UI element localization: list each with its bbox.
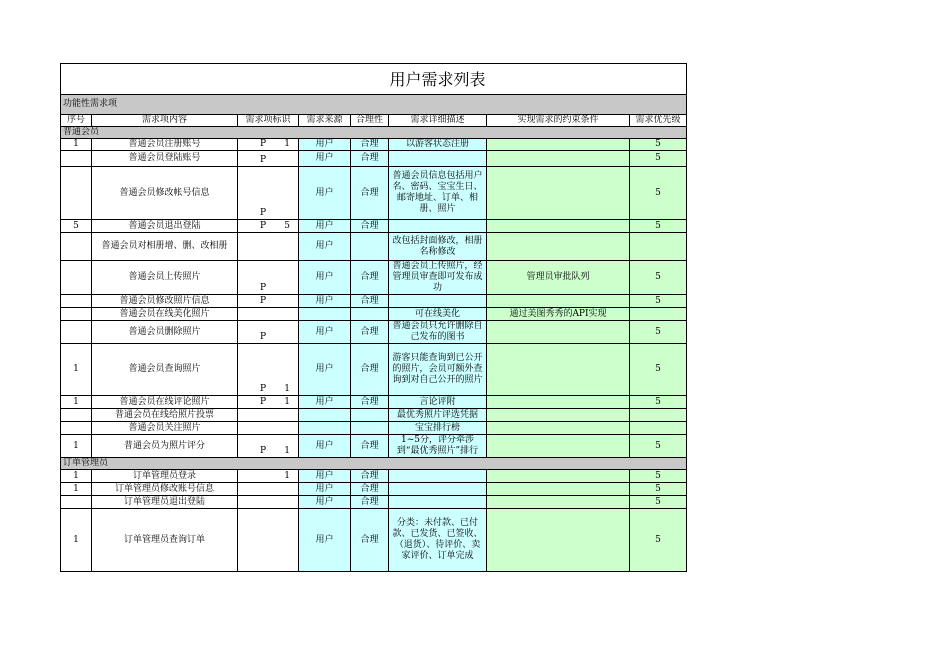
row-priority: 5 (630, 321, 687, 344)
row-reason (351, 409, 389, 422)
row-constraint (487, 295, 630, 308)
row-content: 普通会员在线给照片投票 (92, 409, 238, 422)
row-id-letter: P (260, 139, 267, 149)
row-content: 普通会员退出登陆 (92, 220, 238, 233)
row-reason: 合理 (351, 220, 389, 233)
row-source: 用户 (299, 344, 351, 396)
row-content: 订单管理员退出登陆 (92, 496, 238, 509)
row-id (238, 422, 299, 435)
row-desc: 最优秀照片评选凭据 (389, 409, 487, 422)
row-priority: 5 (630, 167, 687, 220)
row-number (61, 233, 92, 261)
table-row (61, 220, 687, 233)
row-desc: 游客只能查询到已公开的照片，会员可额外查询到对自己公开的照片 (389, 344, 487, 396)
row-id (238, 409, 299, 422)
requirements-table (60, 63, 687, 572)
col-header-id: 需求项标识 (238, 115, 299, 127)
row-reason: 合理 (351, 167, 389, 220)
row-content: 普通会员查询照片 (92, 344, 238, 396)
row-content: 普通会员注册账号 (92, 139, 238, 151)
row-id-letter: P (260, 208, 267, 218)
row-desc (389, 220, 487, 233)
row-id (238, 344, 299, 396)
row-content: 订单管理员查询订单 (92, 509, 238, 572)
row-reason: 合理 (351, 321, 389, 344)
table-title: 用户需求列表 (61, 64, 687, 95)
row-number: 1 (61, 396, 92, 409)
row-desc (389, 470, 487, 483)
row-desc: 可在线美化 (389, 308, 487, 321)
row-priority (630, 422, 687, 435)
row-source (299, 409, 351, 422)
row-source: 用户 (299, 139, 351, 151)
group-header-row (61, 127, 687, 139)
row-constraint (487, 396, 630, 409)
row-priority: 5 (630, 396, 687, 409)
row-id (238, 435, 299, 458)
table-row (61, 321, 687, 344)
row-id (238, 233, 299, 261)
row-source: 用户 (299, 220, 351, 233)
row-priority: 5 (630, 295, 687, 308)
table-row (61, 295, 687, 308)
row-source: 用户 (299, 396, 351, 409)
row-id (238, 295, 299, 308)
row-number (61, 295, 92, 308)
row-reason: 合理 (351, 295, 389, 308)
row-priority: 5 (630, 470, 687, 483)
row-id (238, 321, 299, 344)
row-reason (351, 233, 389, 261)
row-id (238, 396, 299, 409)
row-number: 1 (61, 470, 92, 483)
row-desc: 言论评附 (389, 396, 487, 409)
row-constraint (487, 167, 630, 220)
row-content: 普通会员为照片评分 (92, 435, 238, 458)
row-reason: 合理 (351, 151, 389, 167)
row-id-number: 1 (284, 397, 290, 407)
row-priority: 5 (630, 435, 687, 458)
row-number: 5 (61, 220, 92, 233)
table-row (61, 422, 687, 435)
row-desc: 1~5分，评分牵涉到“最优秀照片”排行 (389, 435, 487, 458)
row-id-number: 1 (284, 471, 290, 481)
row-id (238, 151, 299, 167)
row-priority: 5 (630, 509, 687, 572)
col-header-no: 序号 (61, 115, 92, 127)
table-row (61, 396, 687, 409)
row-constraint (487, 509, 630, 572)
row-desc: 改包括封面修改，相册名称修改 (389, 233, 487, 261)
row-number (61, 167, 92, 220)
row-number (61, 422, 92, 435)
row-constraint: 管理员审批队列 (487, 261, 630, 295)
table-row (61, 483, 687, 496)
row-source: 用户 (299, 496, 351, 509)
table-row (61, 139, 687, 151)
row-reason: 合理 (351, 396, 389, 409)
row-id-number: 1 (284, 139, 290, 149)
row-constraint: 通过美图秀秀的API实现 (487, 308, 630, 321)
row-priority (630, 308, 687, 321)
row-source: 用户 (299, 321, 351, 344)
row-id-number: 1 (284, 384, 290, 394)
row-number: 1 (61, 509, 92, 572)
col-header-content: 需求项内容 (92, 115, 238, 127)
row-priority: 5 (630, 496, 687, 509)
row-reason: 合理 (351, 483, 389, 496)
col-header-constraint: 实现需求的约束条件 (487, 115, 630, 127)
row-reason: 合理 (351, 344, 389, 396)
row-content: 订单管理员修改账号信息 (92, 483, 238, 496)
table-row (61, 509, 687, 572)
row-source: 用户 (299, 261, 351, 295)
table-row (61, 409, 687, 422)
row-content: 普通会员关注照片 (92, 422, 238, 435)
row-content: 普通会员登陆账号 (92, 151, 238, 167)
row-content: 普通会员在线评论照片 (92, 396, 238, 409)
row-number (61, 496, 92, 509)
col-header-reason: 合理性 (351, 115, 389, 127)
row-id-letter: P (260, 397, 267, 407)
row-constraint (487, 483, 630, 496)
row-number (61, 261, 92, 295)
row-source (299, 422, 351, 435)
table-row (61, 496, 687, 509)
row-constraint (487, 139, 630, 151)
table-row (61, 344, 687, 396)
row-desc (389, 483, 487, 496)
row-id (238, 139, 299, 151)
row-priority: 5 (630, 151, 687, 167)
row-constraint (487, 435, 630, 458)
table-row (61, 167, 687, 220)
row-id (238, 220, 299, 233)
row-source: 用户 (299, 295, 351, 308)
row-desc (389, 151, 487, 167)
row-constraint (487, 321, 630, 344)
table-row (61, 308, 687, 321)
row-reason: 合理 (351, 435, 389, 458)
col-header-priority: 需求优先级 (630, 115, 687, 127)
table-row (61, 233, 687, 261)
row-constraint (487, 470, 630, 483)
row-id (238, 470, 299, 483)
section-header: 功能性需求项 (61, 95, 687, 115)
row-content: 订单管理员登录 (92, 470, 238, 483)
row-content: 普通会员删除照片 (92, 321, 238, 344)
row-source: 用户 (299, 483, 351, 496)
row-source: 用户 (299, 435, 351, 458)
row-priority: 5 (630, 344, 687, 396)
row-number: 1 (61, 139, 92, 151)
row-id-letter: P (260, 283, 267, 293)
row-number: 1 (61, 483, 92, 496)
row-constraint (487, 496, 630, 509)
row-priority (630, 409, 687, 422)
table-row (61, 151, 687, 167)
row-number (61, 321, 92, 344)
row-id-letter: P (260, 446, 267, 456)
row-constraint (487, 409, 630, 422)
row-reason: 合理 (351, 139, 389, 151)
table-row (61, 261, 687, 295)
table-row (61, 435, 687, 458)
row-desc: 普通会员只允许删除自己发布的图书 (389, 321, 487, 344)
row-priority: 5 (630, 139, 687, 151)
row-id-number: 5 (284, 221, 290, 231)
group-label: 订单管理员 (61, 458, 687, 470)
row-id-number: 1 (284, 446, 290, 456)
row-reason: 合理 (351, 261, 389, 295)
row-source (299, 308, 351, 321)
row-priority: 5 (630, 483, 687, 496)
row-desc: 普通会员上传照片，经管理员审查即可发布成功 (389, 261, 487, 295)
row-number (61, 308, 92, 321)
row-constraint (487, 220, 630, 233)
group-header-row (61, 458, 687, 470)
row-desc: 普通会员信息包括用户名、密码、宝宝生日、邮寄地址、订单、相册、照片 (389, 167, 487, 220)
row-source: 用户 (299, 167, 351, 220)
row-number (61, 151, 92, 167)
column-header-row (61, 115, 687, 127)
row-id (238, 261, 299, 295)
row-number: 1 (61, 344, 92, 396)
row-reason: 合理 (351, 470, 389, 483)
row-content: 普通会员上传照片 (92, 261, 238, 295)
row-id (238, 308, 299, 321)
row-source: 用户 (299, 509, 351, 572)
row-source: 用户 (299, 233, 351, 261)
row-constraint (487, 233, 630, 261)
row-number (61, 409, 92, 422)
row-desc: 宝宝排行榜 (389, 422, 487, 435)
row-desc: 以游客状态注册 (389, 139, 487, 151)
col-header-source: 需求来源 (299, 115, 351, 127)
col-header-desc: 需求详细描述 (389, 115, 487, 127)
row-source: 用户 (299, 470, 351, 483)
row-id (238, 167, 299, 220)
row-constraint (487, 422, 630, 435)
row-id (238, 496, 299, 509)
row-desc: 分类：未付款、已付款、已发货、已签收、（退货）、待评价、卖家评价、订单完成 (389, 509, 487, 572)
table-row (61, 470, 687, 483)
row-content: 普通会员修改照片信息 (92, 295, 238, 308)
row-reason (351, 308, 389, 321)
row-constraint (487, 344, 630, 396)
row-id-letter: P (260, 332, 267, 342)
row-id-letter: P (260, 384, 267, 394)
row-reason: 合理 (351, 509, 389, 572)
row-content: 普通会员在线美化照片 (92, 308, 238, 321)
row-id (238, 509, 299, 572)
row-source: 用户 (299, 151, 351, 167)
row-desc (389, 295, 487, 308)
row-reason: 合理 (351, 496, 389, 509)
row-priority: 5 (630, 220, 687, 233)
row-constraint (487, 151, 630, 167)
row-reason (351, 422, 389, 435)
group-label: 普通会员 (61, 127, 687, 139)
row-content: 普通会员对相册增、删、改相册 (92, 233, 238, 261)
row-desc (389, 496, 487, 509)
row-id-letter: P (260, 221, 267, 231)
row-id (238, 483, 299, 496)
row-content: 普通会员修改帐号信息 (92, 167, 238, 220)
row-id-letter: P (260, 296, 267, 306)
row-priority (630, 233, 687, 261)
row-id-letter: P (260, 155, 267, 165)
row-number: 1 (61, 435, 92, 458)
row-priority: 5 (630, 261, 687, 295)
